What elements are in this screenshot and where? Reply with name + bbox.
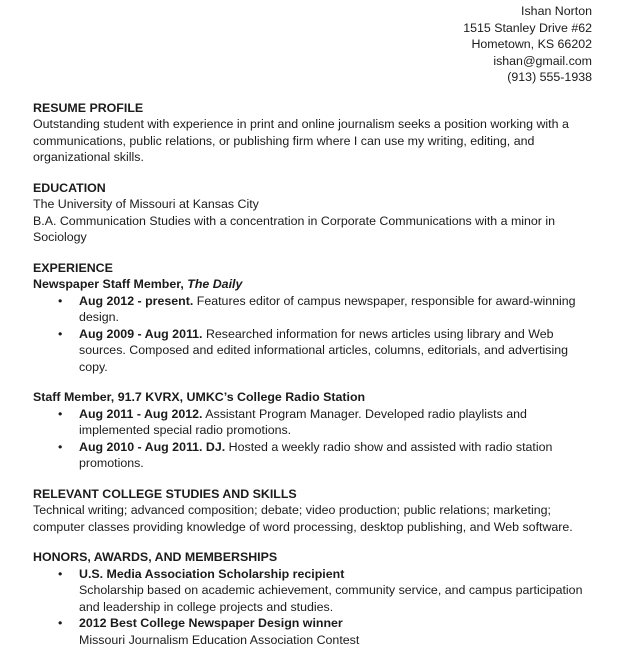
section-resume-profile (33, 100, 592, 166)
job-bullet-dates: Aug 2011 - Aug 2012. (79, 407, 203, 421)
section-experience (33, 260, 592, 472)
honors-heading: HONORS, AWARDS, AND MEMBERSHIPS (33, 549, 592, 566)
job-bullet-text: Assistant Program Manager. Developed radio playlists and implemented special radio promotions. (79, 407, 527, 438)
education-heading: EDUCATION (33, 180, 592, 197)
job-title-newspaper-role: Newspaper Staff Member, (33, 277, 184, 291)
section-honors (33, 549, 592, 648)
skills-body: Technical writing; advanced composition; debate; video production; public relations; marketing; computer classes providing knowledge of word processing, desktop publishing, and Web software. (33, 502, 592, 535)
job-newspaper-bullets (33, 293, 592, 376)
section-skills (33, 486, 592, 536)
contact-address-city: Hometown, KS 66202 (33, 36, 592, 53)
contact-phone: (913) 555-1938 (33, 69, 592, 86)
honor-title: U.S. Media Association Scholarship recipient (79, 566, 592, 583)
job-bullet-text: Hosted a weekly radio show and assisted with radio station promotions. (79, 440, 552, 471)
job-title-newspaper (33, 276, 592, 293)
list-item (33, 326, 592, 376)
skills-heading: RELEVANT COLLEGE STUDIES AND SKILLS (33, 486, 592, 503)
job-title-radio-role: Staff Member, 91.7 KVRX, UMKC’s College Radio Station (33, 390, 365, 404)
job-bullet-text: Features editor of campus newspaper, responsible for award-winning design. (79, 294, 576, 325)
education-school: The University of Missouri at Kansas City (33, 196, 592, 213)
experience-heading: EXPERIENCE (33, 260, 592, 277)
job-title-newspaper-publication: The Daily (187, 277, 242, 291)
bullet-icon: • (58, 439, 62, 456)
bullet-icon: • (58, 293, 62, 310)
honor-description: Missouri Journalism Education Association Contest (79, 632, 592, 648)
contact-address-street: 1515 Stanley Drive #62 (33, 20, 592, 37)
honor-description: Scholarship based on academic achievement, community service, and campus participation and leadership in college projects and studies. (79, 582, 592, 615)
contact-block (33, 3, 592, 86)
bullet-icon: • (58, 406, 62, 423)
list-item (33, 615, 592, 648)
job-bullet-dates: Aug 2012 - present. (79, 294, 193, 308)
bullet-icon: • (58, 326, 62, 343)
honors-list (33, 566, 592, 648)
list-item (33, 566, 592, 616)
contact-email: ishan@gmail.com (33, 53, 592, 70)
section-education (33, 180, 592, 246)
list-item (33, 406, 592, 439)
resume-profile-heading: RESUME PROFILE (33, 100, 592, 117)
bullet-icon: • (58, 566, 62, 583)
bullet-icon: • (58, 615, 62, 632)
list-item (33, 439, 592, 472)
job-bullet-dates: Aug 2010 - Aug 2011. DJ. (79, 440, 225, 454)
list-item (33, 293, 592, 326)
job-title-radio (33, 389, 592, 406)
contact-name: Ishan Norton (33, 3, 592, 20)
job-radio-bullets (33, 406, 592, 472)
job-bullet-dates: Aug 2009 - Aug 2011. (79, 327, 203, 341)
honor-title: 2012 Best College Newspaper Design winner (79, 615, 592, 632)
resume-profile-body: Outstanding student with experience in print and online journalism seeks a position working with a communications, public relations, or publishing firm where I can use my writing, editing, and organizational skills. (33, 116, 592, 166)
education-degree: B.A. Communication Studies with a concentration in Corporate Communications with a minor in Sociology (33, 213, 592, 246)
job-bullet-text: Researched information for news articles using library and Web sources. Composed and edited informational articles, columns, editorials, and advertising copy. (79, 327, 568, 374)
